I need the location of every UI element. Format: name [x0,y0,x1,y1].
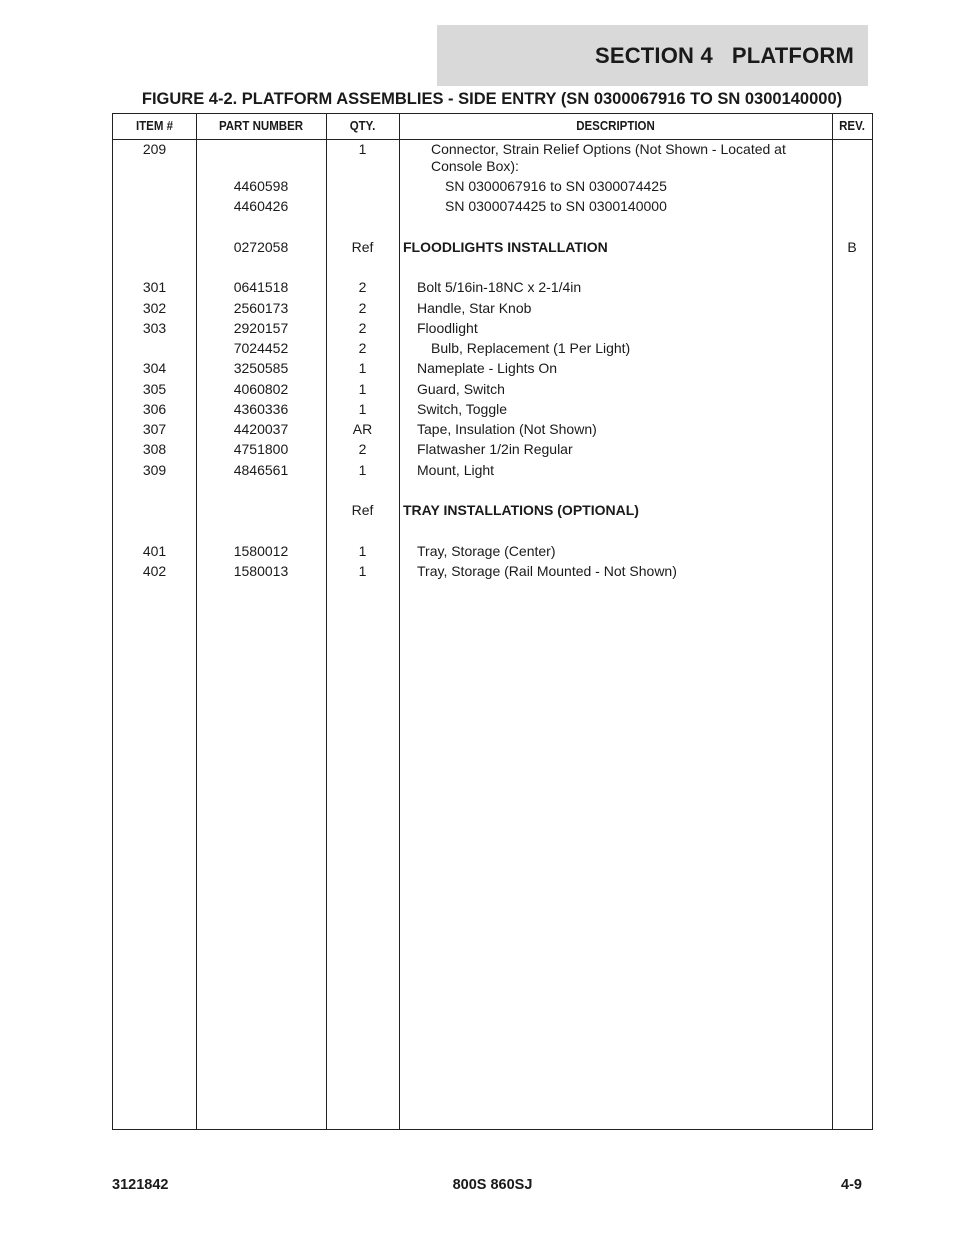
column-divider [196,114,197,1129]
cell-quantity: 1 [358,563,367,579]
cell-item-number: 401 [142,543,167,559]
cell-description: FLOODLIGHTS INSTALLATION [403,239,608,255]
cell-quantity: Ref [351,502,374,518]
cell-description: SN 0300067916 to SN 0300074425 [445,178,667,194]
cell-item-number: 402 [142,563,167,579]
column-header-part-number: PART NUMBER [218,119,304,133]
cell-description: Guard, Switch [417,381,505,397]
column-divider [832,114,833,1129]
cell-description: Switch, Toggle [417,401,508,417]
cell-part-number: 4460598 [233,178,289,194]
cell-quantity: AR [352,421,373,437]
cell-item-number: 309 [142,462,167,478]
cell-item-number: 308 [142,441,167,457]
cell-quantity: 1 [358,401,367,417]
column-divider [399,114,400,1129]
cell-item-number: 306 [142,401,167,417]
cell-quantity: 2 [358,300,367,316]
cell-quantity: Ref [351,239,374,255]
cell-quantity: 1 [358,543,367,559]
cell-item-number: 305 [142,381,167,397]
cell-description: TRAY INSTALLATIONS (OPTIONAL) [403,502,639,518]
cell-part-number: 3250585 [233,360,289,376]
cell-part-number: 0641518 [233,279,289,295]
section-header [437,25,868,86]
footer-doc-number: 3121842 [112,1177,169,1193]
cell-item-number: 301 [142,279,167,295]
footer-model: 800S 860SJ [452,1177,533,1193]
cell-part-number: 1580012 [233,543,289,559]
cell-part-number: 7024452 [233,340,289,356]
cell-quantity: 1 [358,462,367,478]
cell-part-number: 4846561 [233,462,289,478]
cell-revision: B [847,239,857,255]
cell-description: Tray, Storage (Center) [417,543,556,559]
cell-description: Tape, Insulation (Not Shown) [417,421,597,437]
cell-quantity: 2 [358,279,367,295]
cell-quantity: 1 [358,141,367,157]
cell-part-number: 4751800 [233,441,289,457]
cell-item-number: 209 [142,141,167,157]
cell-quantity: 2 [358,340,367,356]
cell-quantity: 1 [358,381,367,397]
cell-description: SN 0300074425 to SN 0300140000 [445,198,667,214]
cell-part-number: 0272058 [233,239,289,255]
cell-part-number: 4060802 [233,381,289,397]
footer-page-number: 4-9 [841,1177,862,1193]
cell-part-number: 4460426 [233,198,289,214]
cell-description: Tray, Storage (Rail Mounted - Not Shown) [417,563,677,579]
cell-description: Mount, Light [417,462,495,478]
cell-part-number: 2560173 [233,300,289,316]
cell-item-number: 303 [142,320,167,336]
cell-part-number: 4360336 [233,401,289,417]
section-title: SECTION 4 PLATFORM [594,42,854,68]
cell-quantity: 2 [358,320,367,336]
cell-part-number: 1580013 [233,563,289,579]
cell-description: Bolt 5/16in-18NC x 2-1/4in [417,279,582,295]
figure-title: FIGURE 4-2. PLATFORM ASSEMBLIES - SIDE ENTRY (SN 0300067916 TO SN 0300140000) [141,90,843,108]
cell-description: Handle, Star Knob [417,300,532,316]
cell-item-number: 307 [142,421,167,437]
column-header-item: ITEM # [135,119,174,133]
cell-description: Connector, Strain Relief Options (Not Shown - Located at Console Box): [431,141,786,174]
header-divider [113,139,872,140]
column-header-description: DESCRIPTION [576,119,655,133]
cell-part-number: 4420037 [233,421,289,437]
cell-quantity: 1 [358,360,367,376]
cell-item-number: 302 [142,300,167,316]
cell-quantity: 2 [358,441,367,457]
cell-description: Flatwasher 1/2in Regular [417,441,573,457]
cell-description: Floodlight [417,320,478,336]
cell-description: Nameplate - Lights On [417,360,558,376]
cell-part-number: 2920157 [233,320,289,336]
column-header-qty: QTY. [349,119,376,133]
parts-table [112,113,873,1130]
column-divider [326,114,327,1129]
column-header-rev: REV. [839,119,865,133]
cell-item-number: 304 [142,360,167,376]
cell-description: Bulb, Replacement (1 Per Light) [431,340,631,356]
